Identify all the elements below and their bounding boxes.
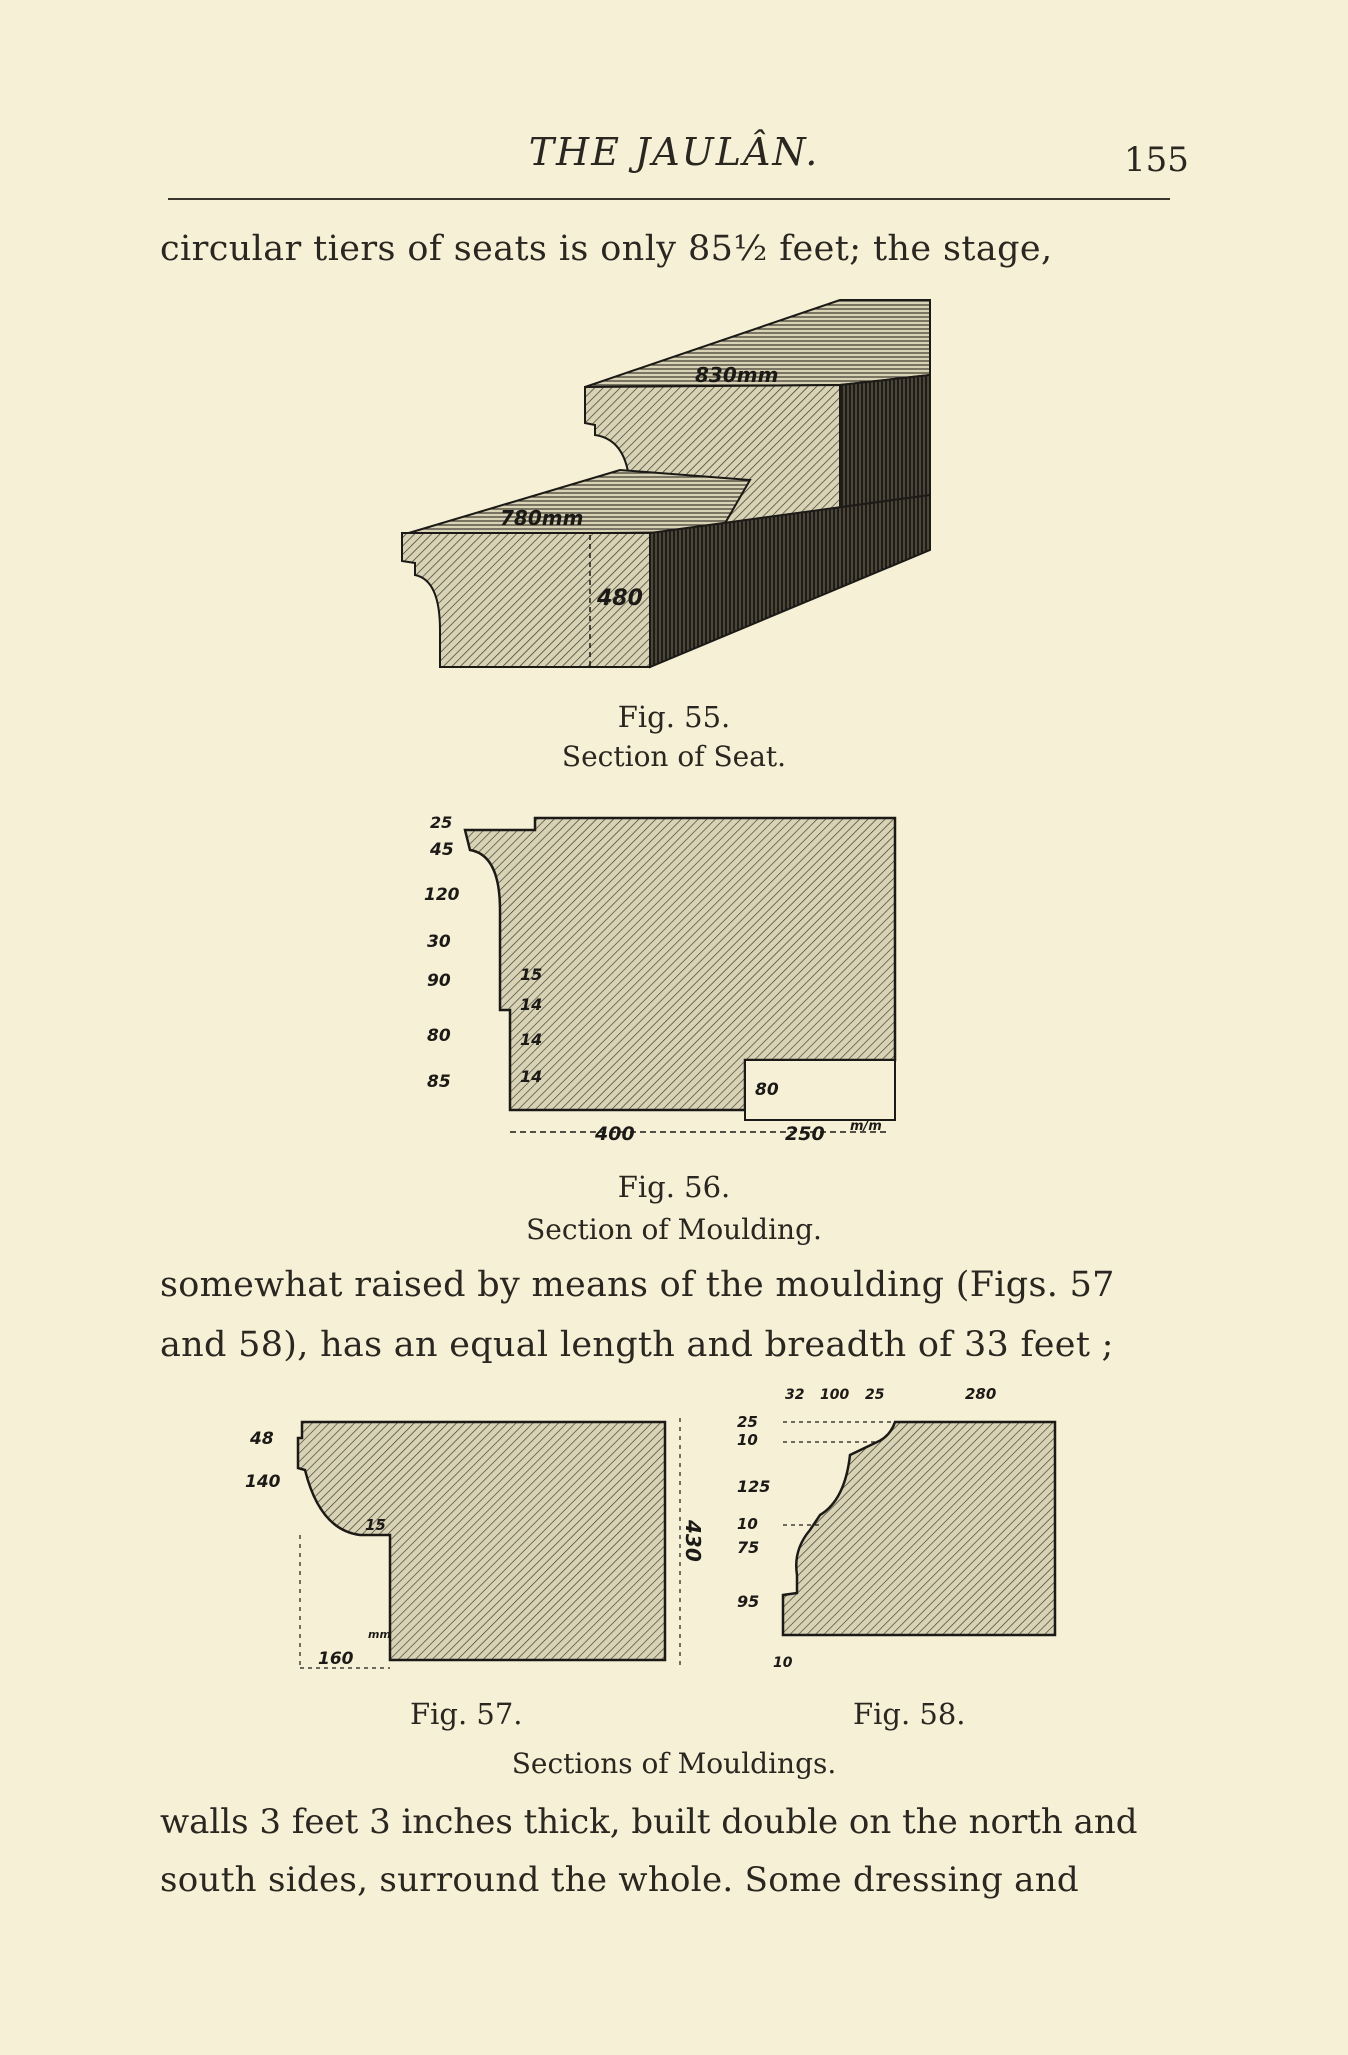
header-rule [168,198,1170,200]
fig55-label: Fig. 55. [617,700,731,734]
fig55-caption: Section of Seat. [561,740,787,773]
fig58-left-dim-4: 10 [737,1515,758,1533]
dim-mid: 780mm [500,506,584,530]
fig56-label: Fig. 56. [617,1170,731,1204]
body-line-1: circular tiers of seats is only 85½ feet; the stage, [160,229,1053,269]
fig57-label: Fig. 57. [410,1697,523,1731]
fig58-label: Fig. 58. [853,1697,966,1731]
figure-58-moulding-section [725,1385,1070,1675]
fig58-top-dim-4: 280 [965,1385,997,1403]
fig58-left-dim-5: 75 [737,1538,760,1557]
running-title: THE JAULÂN. [528,130,820,174]
fig56-caption: Section of Moulding. [526,1213,822,1246]
fig56-left-dim-1: 25 [430,813,453,832]
figure-55-seat-section [390,295,935,675]
fig56-unit: m/m [850,1119,882,1134]
fig58-left-dim-2: 10 [737,1431,758,1449]
figure-56-moulding-section [410,810,910,1150]
body-line-4: walls 3 feet 3 inches thick, built double on the north and [160,1802,1138,1842]
fig57-dim-height: 430 [681,1520,705,1562]
fig58-top-dim-3: 25 [865,1387,885,1403]
fig58-left-dim-6: 95 [737,1592,760,1611]
page-number: 155 [1124,140,1189,180]
figure-57-moulding-section [240,1410,710,1680]
fig57-dim-d: 160 [318,1649,354,1669]
dim-height: 480 [597,586,643,611]
fig56-left-dim-7: 85 [427,1072,451,1092]
fig56-inner-dim-4: 14 [520,1067,543,1086]
fig58-left-dim-3: 125 [737,1477,771,1496]
figs57-58-caption: Sections of Mouldings. [511,1747,837,1780]
fig58-top-dim-2: 100 [820,1387,850,1403]
fig56-right-dim: 80 [755,1080,779,1100]
fig58-top-dim-1: 32 [785,1387,805,1403]
fig57-dim-a: 48 [250,1429,274,1449]
fig57-unit: mm [368,1628,391,1641]
fig56-inner-dim-1: 15 [520,965,543,984]
fig56-inner-dim-2: 14 [520,995,543,1014]
fig56-inner-dim-3: 14 [520,1030,543,1049]
fig56-left-dim-5: 90 [427,971,451,991]
fig57-dim-c: 15 [365,1516,386,1534]
fig56-bottom-dim-1: 400 [595,1123,635,1145]
body-line-2: somewhat raised by means of the moulding (Figs. 57 [160,1265,1115,1305]
body-line-3: and 58), has an equal length and breadth of 33 feet ; [160,1325,1114,1365]
fig56-bottom-dim-2: 250 [785,1123,825,1145]
fig58-left-dim-1: 25 [737,1413,758,1431]
fig57-dim-b: 140 [245,1472,281,1492]
fig56-left-dim-6: 80 [427,1026,451,1046]
fig58-bottom-dim: 10 [773,1655,793,1671]
fig56-left-dim-4: 30 [427,932,451,952]
body-line-5: south sides, surround the whole. Some dressing and [160,1860,1079,1900]
fig56-left-dim-2: 45 [430,840,454,860]
fig56-left-dim-3: 120 [424,885,460,905]
dim-top: 830mm [695,363,779,387]
